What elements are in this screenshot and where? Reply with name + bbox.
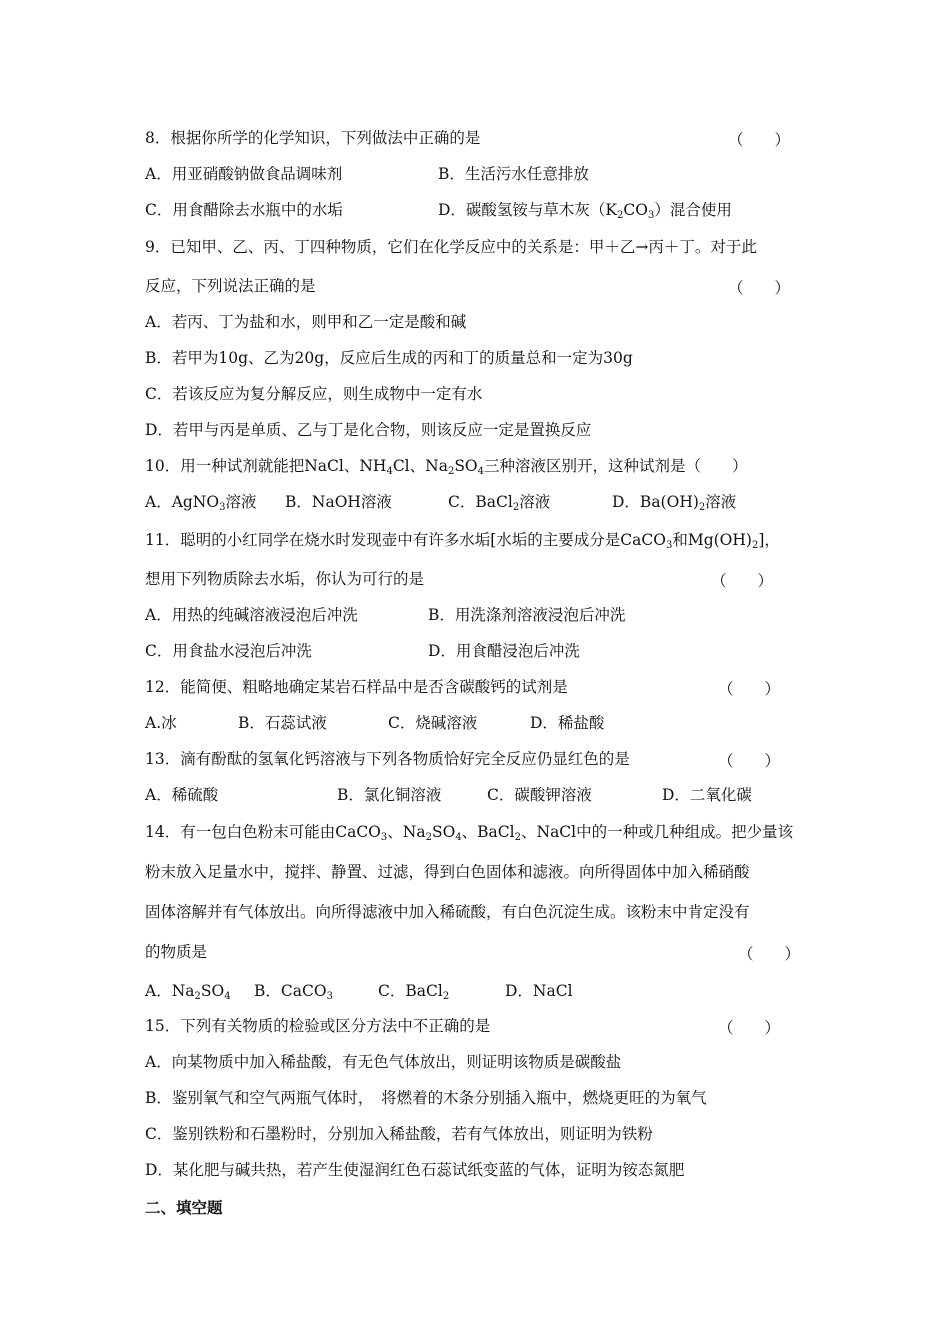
q10-option-d: D．$Ba(OH)_2$溶液 (612, 493, 737, 513)
q10-option-b: B．NaOH溶液 (285, 493, 392, 511)
q12-option-a: A.冰 (145, 714, 177, 732)
q9-answer-bracket: （ ） (727, 279, 790, 297)
q13-option-a: A．稀硫酸 (145, 786, 219, 804)
q10-option-a: A．AgNO$_3$溶液 (145, 493, 257, 513)
q12-option-d: D．稀盐酸 (530, 714, 605, 732)
q13-option-c: C．碳酸钾溶液 (487, 786, 592, 804)
q15-option-c: C．鉴别铁粉和石墨粉时，分别加入稀盐酸，若有气体放出，则证明为铁粉 (145, 1125, 653, 1143)
q11-stem-line1: 11．聪明的小红同学在烧水时发现壶中有许多水垢[水垢的主要成分是CaCO$_3$和$Mg(OH)_2$]， (145, 531, 780, 551)
q9-option-a: A．若丙、丁为盐和水，则甲和乙一定是酸和碱 (145, 313, 467, 331)
q15-answer-bracket: （ ） (717, 1019, 780, 1037)
q11-option-b: B．用洗涤剂溶液浸泡后冲洗 (428, 606, 626, 624)
q15-stem: 15．下列有关物质的检验或区分方法中不正确的是 (145, 1017, 491, 1035)
q14-option-c: C．BaCl$_2$ (378, 982, 450, 1002)
q8-option-a: A．用亚硝酸钠做食品调味剂 (145, 165, 343, 183)
q14-stem-line3: 固体溶解并有气体放出。向所得滤液中加入稀硫酸，有白色沉淀生成。该粉末中肯定没有 (145, 903, 750, 921)
q15-option-a: A．向某物质中加入稀盐酸，有无色气体放出，则证明该物质是碳酸盐 (145, 1053, 622, 1071)
q9-stem-line2: 反应，下列说法正确的是 (145, 277, 316, 295)
q14-option-d: D．NaCl (505, 982, 573, 1000)
q8-option-b: B．生活污水任意排放 (438, 165, 589, 183)
q11-answer-bracket: （ ） (710, 572, 773, 590)
q8-answer-bracket: （ ） (727, 131, 790, 149)
q14-answer-bracket: （ ） (737, 945, 800, 963)
q14-stem-line2: 粉末放入足量水中，搅拌、静置、过滤，得到白色固体和滤液。向所得固体中加入稀硝酸 (145, 863, 750, 881)
q15-option-b: B．鉴别氧气和空气两瓶气体时， 将燃着的木条分别插入瓶中，燃烧更旺的为氧气 (145, 1089, 707, 1107)
q9-stem-line1: 9．已知甲、乙、丙、丁四种物质，它们在化学反应中的关系是：甲＋乙→丙＋丁。对于此 (145, 238, 757, 256)
q8-stem: 8．根据你所学的化学知识，下列做法中正确的是 (145, 129, 481, 147)
q9-option-c: C．若该反应为复分解反应，则生成物中一定有水 (145, 385, 483, 403)
q8-option-c: C．用食醋除去水瓶中的水垢 (145, 201, 343, 219)
q10-stem: 10．用一种试剂就能把NaCl、$NH_4Cl$、$Na_2SO_4$三种溶液区别开，这种试剂是（ ） (145, 457, 748, 477)
q12-answer-bracket: （ ） (717, 680, 780, 698)
q11-option-d: D．用食醋浸泡后冲洗 (428, 642, 580, 660)
section-heading-fill-in: 二、填空题 (145, 1198, 223, 1217)
q9-option-d: D．若甲与丙是单质、乙与丁是化合物，则该反应一定是置换反应 (145, 421, 592, 439)
q14-option-a: A．$Na_2SO_4$ (145, 982, 231, 1002)
q12-stem: 12．能简便、粗略地确定某岩石样品中是否含碳酸钙的试剂是 (145, 678, 568, 696)
q11-stem-line2: 想用下列物质除去水垢，你认为可行的是 (145, 570, 425, 588)
q12-option-c: C．烧碱溶液 (388, 714, 478, 732)
q10-option-c: C．BaCl$_2$溶液 (448, 493, 551, 513)
q15-option-d: D．某化肥与碱共热，若产生使湿润红色石蕊试纸变蓝的气体，证明为铵态氮肥 (145, 1161, 685, 1179)
q14-stem-line4: 的物质是 (145, 943, 208, 961)
q11-option-a: A．用热的纯碱溶液浸泡后冲洗 (145, 606, 358, 624)
q13-answer-bracket: （ ） (717, 752, 780, 770)
q8-option-d: D．碳酸氢铵与草木灰$(K_2CO_3)$混合使用 (438, 201, 732, 221)
q14-option-b: B．CaCO$_3$ (254, 982, 333, 1002)
q13-option-d: D．二氧化碳 (662, 786, 752, 804)
q9-option-b: B．若甲为10g、乙为20g，反应后生成的丙和丁的质量总和一定为30g (145, 349, 633, 367)
q12-option-b: B．石蕊试液 (238, 714, 327, 732)
q14-stem-line1: 14．有一包白色粉末可能由CaCO$_3$、$Na_2SO_4$、BaCl$_2$、NaCl中的一种或几种组成。把少量该 (145, 823, 794, 843)
q13-option-b: B．氯化铜溶液 (337, 786, 442, 804)
q13-stem: 13．滴有酚酞的氢氧化钙溶液与下列各物质恰好完全反应仍显红色的是 (145, 750, 630, 768)
q11-option-c: C．用食盐水浸泡后冲洗 (145, 642, 312, 660)
